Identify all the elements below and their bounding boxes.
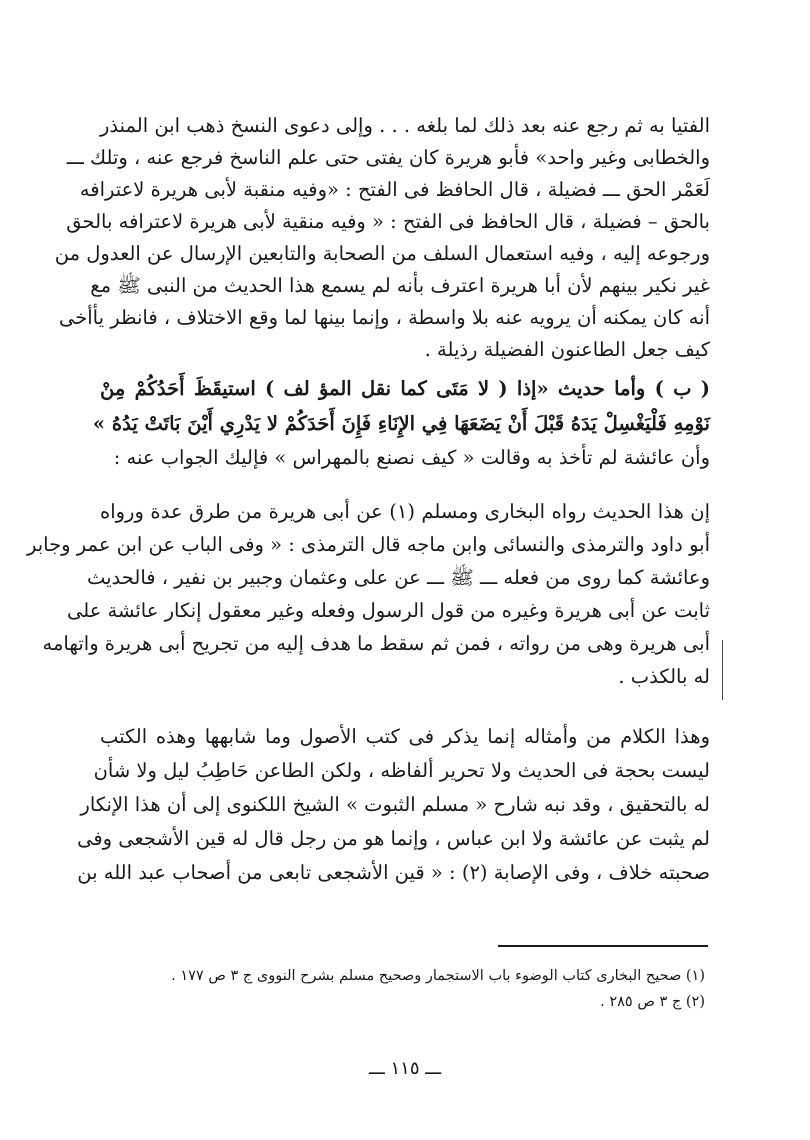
p1-line-5: ورجوعه إليه ، وفيه استعمال السلف من الصحابة والتابعين الإرسال عن العدول من	[54, 242, 710, 265]
p1-line-7: أنه كان يمكنه أن يرويه عنه بلا واسطة ، وإنما بينها لما وقع الاختلاف ، فانظر يأأخى	[58, 306, 710, 329]
page-number: ـــ ١١٥ ـــ	[368, 1058, 442, 1079]
section-b-line-2: نَوْمِهِ فَلْيَغْسِلْ يَدَهُ قَبْلَ أَنْ يَضَعَهَا فِي الإِنَاءِ فَإِنَ أَحَدَكُمْ لا يَدْرِي أَيْنَ بَاتَتْ يَدُهُ »	[92, 412, 710, 435]
p2-line-6: له بالكذب .	[618, 665, 710, 688]
p3-line-3: له بالتحقيق ، وقد نبه شارح « مسلم الثبوت » الشيخ اللكنوى إلى أن هذا الإنكار	[80, 793, 710, 816]
p1-line-3: لَعَمْر الحق ـــ فضيلة ، قال الحافظ فى الفتح : «وفيه منقبة لأبى هريرة لاعترافه	[79, 178, 710, 201]
section-b-line-1: ( ب ) وأما حديث «إذا ( لا مَتَى كما نقل المؤ لف ) استيقَظَ أَحَدُكُمْ مِنْ	[100, 377, 710, 400]
p2-line-3: وعائشة كما روى من فعله ـــ ﷺ ـــ عن على وعثمان وجبير بن نفير ، فالحديث	[86, 566, 710, 589]
p2-line-2: أبو داود والترمذى والنسائى وابن ماجه قال الترمذى : « وفى الباب عن ابن عمر وجابر	[27, 533, 710, 556]
p3-line-4: لم يثبت عن عائشة ولا ابن عباس ، وإنما هو من رجل قال له قين الأشجعى وفى	[77, 827, 710, 850]
footnote-1: (١) صحيح البخارى كتاب الوضوء باب الاستجمار وصحيح مسلم بشرح النووى ج ٣ ص ١٧٧ .	[171, 968, 705, 984]
footnote-divider	[498, 945, 708, 947]
section-b-line-3: وأن عائشة لم تأخذ به وقالت « كيف نصنع بالمهراس » فإليك الجواب عنه :	[113, 446, 710, 469]
p3-line-2: ليست بحجة فى الحديث ولا تحرير ألفاظه ، ولكن الطاعن حَاطِبُ ليل ولا شأن	[93, 759, 710, 782]
p3-line-1: وهذا الكلام من وأمثاله إنما يذكر فى كتب الأصول وما شابهها وهذه الكتب	[100, 725, 710, 748]
p1-line-8: كيف جعل الطاعنون الفضيلة رذيلة .	[424, 338, 710, 361]
footnote-2: (٢) ج ٣ ص ٢٨٥ .	[600, 994, 705, 1010]
p2-line-4: ثابت عن أبى هريرة وغيره من قول الرسول وفعله وغير معقول إنكار عائشة على	[66, 599, 710, 622]
p3-line-5: صحبته خلاف ، وفى الإصابة (٢) : « قين الأشجعى تابعى من أصحاب عبد الله بن	[77, 861, 710, 884]
p1-line-4: بالحق – فضيلة ، قال الحافظ فى الفتح : « وفيه منقية لأبى هريرة لاعترافه بالحق	[66, 210, 710, 233]
p2-line-1: إن هذا الحديث رواه البخارى ومسلم (١) عن أبى هريرة من طرق عدة ورواه	[100, 500, 710, 523]
p2-line-5: أبى هريرة وهى من رواته ، فمن ثم سقط ما هدف إليه من تجريح أبى هريرة واتهامه	[42, 632, 710, 655]
p1-line-1: الفتيا به ثم رجع عنه بعد ذلك لما بلغه . . . وإلى دعوى النسخ ذهب ابن المنذر	[100, 114, 710, 137]
p1-line-2: والخطابى وغير واحد» فأبو هريرة كان يفتى حتى علم الناسخ فرجع عنه ، وتلك ـــ	[66, 146, 710, 169]
margin-mark	[722, 640, 723, 700]
p1-line-6: غير نكير بينهم لأن أبا هريرة اعترف بأنه لم يسمع هذا الحديث من النبى ﷺ مع	[90, 274, 710, 297]
